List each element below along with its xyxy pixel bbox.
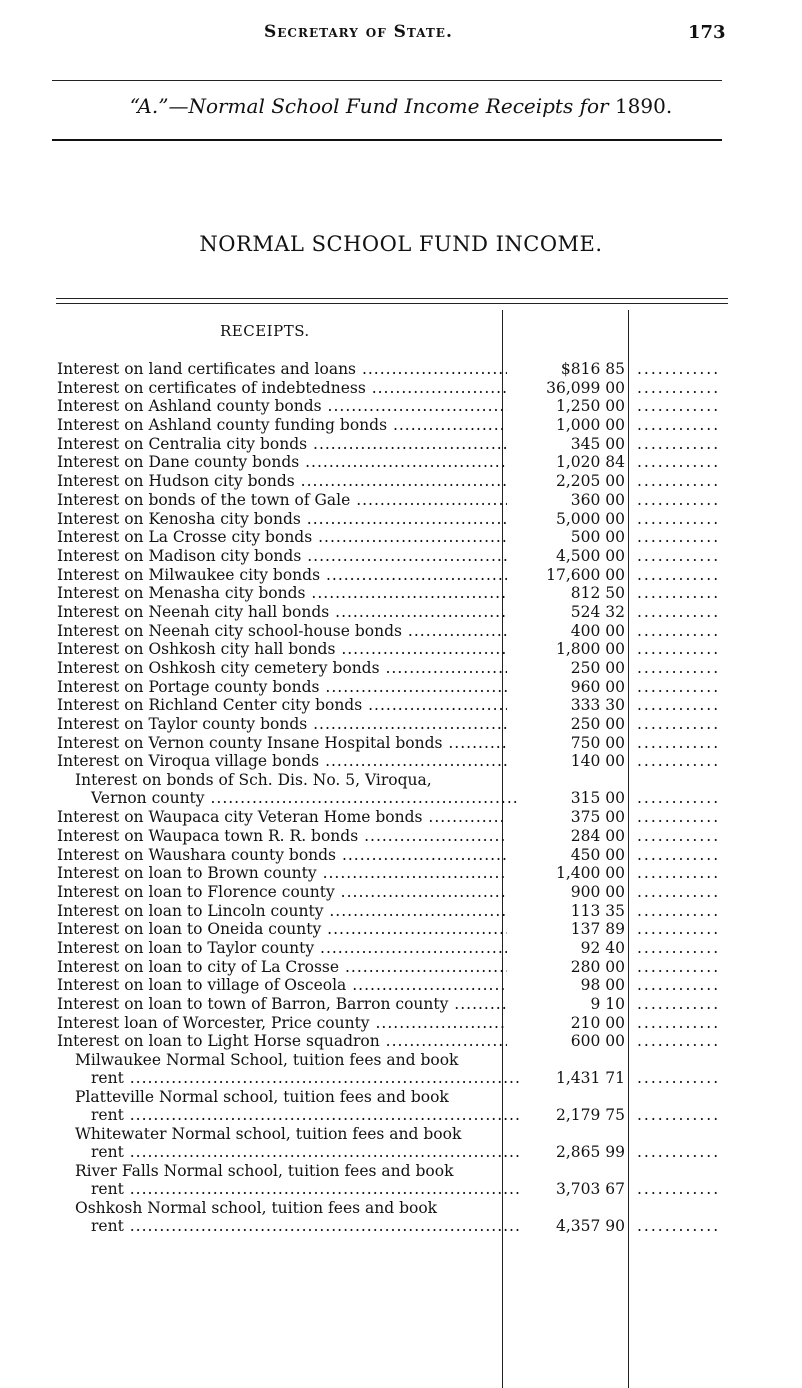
- table-row: [0, 360, 802, 379]
- row-label-line1: Milwaukee Normal School, tuition fees and book: [75, 1051, 459, 1070]
- row-label: [75, 771, 520, 807]
- row-leader: ............: [637, 397, 721, 416]
- table-row: [0, 995, 802, 1014]
- row-leader: ............: [637, 995, 721, 1013]
- row-label-line1: Platteville Normal school, tuition fees and book: [75, 1088, 449, 1107]
- row-label: Interest on Vernon county Insane Hospital bonds .....: [57, 734, 507, 753]
- row-leader: ............: [637, 1180, 721, 1199]
- row-leader: ............: [637, 1013, 721, 1032]
- row-leader: ............: [637, 509, 721, 528]
- table-row: [0, 416, 802, 435]
- row-label: Interest on Viroqua village bonds .....: [57, 752, 507, 771]
- table-row: [0, 659, 802, 678]
- table-row: [0, 397, 802, 416]
- row-leader: ............: [637, 453, 721, 472]
- row-leader: ............: [637, 864, 721, 883]
- row-amount: 17,600 00: [546, 565, 625, 584]
- running-head: [0, 22, 802, 46]
- row-label-line1: Interest on bonds of Sch. Dis. No. 5, Viroqua,: [75, 771, 432, 790]
- row-label: [75, 1125, 520, 1161]
- table-row: [0, 734, 802, 753]
- table-row: [0, 453, 802, 472]
- row-amount: 1,431 71: [555, 1069, 625, 1088]
- row-label: Interest on loan to Brown county .....: [57, 864, 507, 883]
- row-amount: 4,357 90: [555, 1217, 625, 1236]
- row-amount: 750 00: [570, 733, 625, 752]
- row-amount: 345 00: [570, 434, 625, 453]
- row-leader: ............: [637, 845, 721, 864]
- row-label-line2: rent .....: [75, 1217, 520, 1235]
- table-row: [0, 1032, 802, 1051]
- row-leader: ............: [637, 976, 721, 995]
- row-label-line2: rent .....: [75, 1106, 520, 1124]
- row-amount: 500 00: [570, 528, 625, 547]
- table-row: [0, 864, 802, 883]
- row-amount: 1,400 00: [555, 864, 625, 883]
- row-label-line1: Oshkosh Normal school, tuition fees and book: [75, 1199, 438, 1218]
- receipts-table: [0, 360, 802, 1236]
- row-leader: ............: [637, 565, 721, 584]
- row-label: Interest on land certificates and loans .....: [57, 360, 507, 379]
- row-leader: ............: [637, 584, 721, 603]
- row-leader: ............: [637, 752, 721, 771]
- row-leader: ............: [637, 677, 721, 696]
- row-label-line2: Vernon county .....: [75, 789, 520, 807]
- row-label-line2: rent .....: [75, 1069, 520, 1087]
- row-leader: ............: [637, 1143, 721, 1162]
- table-row: [0, 958, 802, 977]
- receipts-group-b: [0, 771, 802, 808]
- table-row: [0, 976, 802, 995]
- row-amount: 2,179 75: [555, 1106, 625, 1125]
- row-label: Interest on Portage county bonds .....: [57, 678, 507, 697]
- table-row: [0, 808, 802, 827]
- row-leader: ............: [637, 528, 721, 547]
- row-leader: ............: [637, 378, 721, 397]
- row-amount: 1,250 00: [555, 397, 625, 416]
- row-leader: ............: [637, 733, 721, 752]
- row-leader: ............: [637, 434, 721, 453]
- table-row: [0, 846, 802, 865]
- row-leader: ............: [637, 1106, 721, 1125]
- table-row: [0, 510, 802, 529]
- row-leader: ............: [637, 938, 721, 957]
- row-amount: 92 40: [580, 938, 625, 957]
- row-leader: ............: [637, 472, 721, 491]
- row-leader: ............: [637, 1217, 721, 1236]
- table-row: [0, 528, 802, 547]
- row-label: [75, 1199, 520, 1235]
- row-amount: 98 00: [580, 976, 625, 995]
- table-row: [0, 920, 802, 939]
- row-label: Interest on Oshkosh city cemetery bonds .....: [57, 659, 507, 678]
- row-amount: 333 30: [570, 696, 625, 715]
- table-row: [0, 435, 802, 454]
- row-leader: ............: [637, 1069, 721, 1088]
- row-label: Interest on loan to Lincoln county .....: [57, 902, 507, 921]
- subtitle-text: “A.”—Normal School Fund Income Receipts for: [129, 94, 609, 118]
- row-label: Interest on Waupaca town R. R. bonds .....: [57, 827, 507, 846]
- row-label: Interest on Waushara county bonds .....: [57, 846, 507, 865]
- row-amount: 812 50: [570, 584, 625, 603]
- row-amount: 280 00: [570, 957, 625, 976]
- section-title: NORMAL SCHOOL FUND INCOME.: [199, 232, 603, 256]
- row-label: Interest on Kenosha city bonds .....: [57, 510, 507, 529]
- page-number: 173: [688, 22, 726, 43]
- row-amount: 210 00: [570, 1013, 625, 1032]
- row-label: Interest on Waupaca city Veteran Home bonds .....: [57, 808, 507, 827]
- row-label: Interest on Richland Center city bonds .....: [57, 696, 507, 715]
- row-leader: ............: [637, 1032, 721, 1051]
- row-amount: 375 00: [570, 808, 625, 827]
- row-leader: ............: [637, 360, 721, 378]
- row-leader: ............: [637, 789, 721, 808]
- table-row: [0, 1088, 802, 1125]
- row-label: Interest on La Crosse city bonds .....: [57, 528, 507, 547]
- row-amount: 400 00: [570, 621, 625, 640]
- table-row: [0, 566, 802, 585]
- row-leader: ............: [637, 957, 721, 976]
- table-row: [0, 584, 802, 603]
- receipts-group-d: [0, 1051, 802, 1236]
- table-row: [0, 547, 802, 566]
- row-amount: 1,000 00: [555, 416, 625, 435]
- row-amount: $816 85: [560, 360, 625, 378]
- row-leader: ............: [637, 490, 721, 509]
- row-amount: 250 00: [570, 659, 625, 677]
- table-row: [0, 640, 802, 659]
- table-row: [0, 491, 802, 510]
- table-row: [0, 1162, 802, 1199]
- row-amount: 450 00: [570, 845, 625, 864]
- row-amount: 36,099 00: [546, 378, 625, 397]
- row-label: Interest on loan to Oneida county .....: [57, 920, 507, 939]
- row-amount: 9 10: [590, 995, 625, 1013]
- row-leader: ............: [637, 920, 721, 939]
- row-leader: ............: [637, 659, 721, 677]
- table-row: [0, 715, 802, 734]
- row-leader: ............: [637, 546, 721, 565]
- subtitle-rule: [52, 139, 722, 141]
- row-amount: 360 00: [570, 490, 625, 509]
- row-amount: 284 00: [570, 826, 625, 845]
- table-row: [0, 1199, 802, 1236]
- row-label-line1: River Falls Normal school, tuition fees and book: [75, 1162, 454, 1181]
- row-amount: 1,800 00: [555, 640, 625, 659]
- row-label: [75, 1088, 520, 1124]
- table-row: [0, 603, 802, 622]
- row-label: Interest on Taylor county bonds .....: [57, 715, 507, 734]
- row-amount: 3,703 67: [555, 1180, 625, 1199]
- row-label: Interest on loan to town of Barron, Barron county .....: [57, 995, 507, 1014]
- row-label: Interest on loan to village of Osceola .....: [57, 976, 507, 995]
- table-row: [0, 1014, 802, 1033]
- row-label: Interest on Hudson city bonds .....: [57, 472, 507, 491]
- table-row: [0, 622, 802, 641]
- row-amount: 4,500 00: [555, 546, 625, 565]
- running-title: Secretary of State.: [264, 22, 453, 42]
- table-row: [0, 1125, 802, 1162]
- row-amount: 2,205 00: [555, 472, 625, 491]
- table-row: [0, 1051, 802, 1088]
- row-amount: 140 00: [570, 752, 625, 771]
- row-label: Interest on Oshkosh city hall bonds .....: [57, 640, 507, 659]
- page-subtitle: [0, 94, 802, 118]
- row-amount: 315 00: [570, 789, 625, 808]
- table-row: [0, 939, 802, 958]
- row-label: Interest on Centralia city bonds .....: [57, 435, 507, 454]
- table-row: [0, 752, 802, 771]
- row-label: Interest on Menasha city bonds .....: [57, 584, 507, 603]
- row-amount: 960 00: [570, 677, 625, 696]
- row-label: Interest on Dane county bonds .....: [57, 453, 507, 472]
- row-leader: ............: [637, 621, 721, 640]
- row-label-line1: Whitewater Normal school, tuition fees and book: [75, 1125, 462, 1144]
- table-row: [0, 827, 802, 846]
- row-label: Interest on Ashland county bonds .....: [57, 397, 507, 416]
- row-label-line2: rent .....: [75, 1180, 520, 1198]
- row-amount: 137 89: [570, 920, 625, 939]
- table-row: [0, 696, 802, 715]
- row-amount: 524 32: [570, 602, 625, 621]
- row-amount: 600 00: [570, 1032, 625, 1051]
- row-leader: ............: [637, 715, 721, 734]
- row-label: Interest on loan to city of La Crosse .....: [57, 958, 507, 977]
- table-row: [0, 902, 802, 921]
- row-leader: ............: [637, 416, 721, 435]
- row-label: Interest on Milwaukee city bonds .....: [57, 566, 507, 585]
- row-label: [75, 1162, 520, 1198]
- row-label: Interest on Ashland county funding bonds .....: [57, 416, 507, 435]
- row-leader: ............: [637, 640, 721, 659]
- row-leader: ............: [637, 808, 721, 827]
- row-label: Interest on loan to Taylor county .....: [57, 939, 507, 958]
- row-label: Interest on certificates of indebtedness .....: [57, 379, 507, 398]
- table-row: [0, 771, 802, 808]
- table-row: [0, 678, 802, 697]
- receipts-group-a: [0, 360, 802, 771]
- row-leader: ............: [637, 826, 721, 845]
- row-amount: 900 00: [570, 882, 625, 901]
- row-label: Interest on Neenah city hall bonds .....: [57, 603, 507, 622]
- row-amount: 1,020 84: [555, 453, 625, 472]
- row-leader: ............: [637, 602, 721, 621]
- top-rule: [52, 80, 722, 81]
- row-leader: ............: [637, 696, 721, 715]
- table-row: [0, 883, 802, 902]
- row-label: Interest loan of Worcester, Price county .....: [57, 1014, 507, 1033]
- row-label: [75, 1051, 520, 1087]
- receipts-group-c: [0, 808, 802, 1051]
- subtitle-year: 1890.: [614, 94, 673, 118]
- row-label: Interest on Neenah city school-house bonds .....: [57, 622, 507, 641]
- row-label: Interest on loan to Light Horse squadron .....: [57, 1032, 507, 1051]
- row-amount: 5,000 00: [555, 509, 625, 528]
- table-top-rule: [56, 298, 728, 304]
- row-leader: ............: [637, 882, 721, 901]
- row-label: Interest on loan to Florence county .....: [57, 883, 507, 902]
- row-label: Interest on Madison city bonds .....: [57, 547, 507, 566]
- row-amount: 113 35: [570, 901, 625, 920]
- table-row: [0, 472, 802, 491]
- row-leader: ............: [637, 901, 721, 920]
- receipts-heading: RECEIPTS.: [220, 322, 310, 340]
- row-label-line2: rent .....: [75, 1143, 520, 1161]
- row-amount: 250 00: [570, 715, 625, 734]
- row-amount: 2,865 99: [555, 1143, 625, 1162]
- table-row: [0, 379, 802, 398]
- row-label: Interest on bonds of the town of Gale .....: [57, 491, 507, 510]
